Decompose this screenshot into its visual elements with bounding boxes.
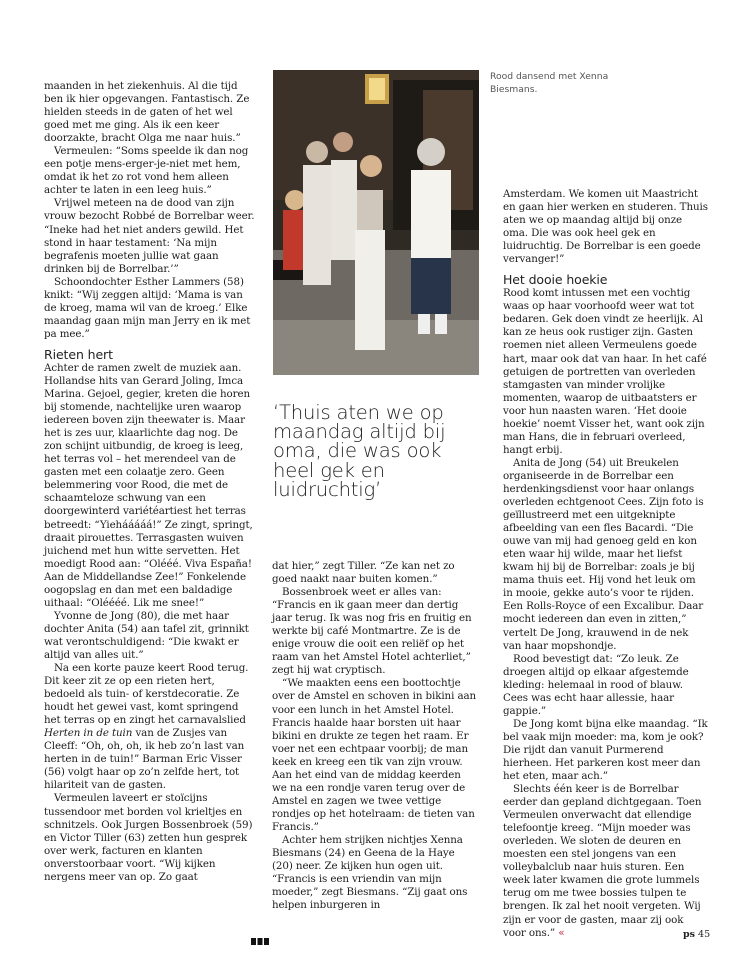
paragraph: Vermeulen laveert er stoïcijns tussendoor met borden vol krieltjes en schnitzels. Ook Jurgen Bossenbroek (59) en Victor Tiller (63) zetten hun gesprek over werk, facturen en klanten onverstoorbaar voort. “Wij kijken nergens meer van op. Zo gaat (44, 792, 253, 883)
end-mark: « (558, 926, 565, 939)
text-run: van de Zusjes van Cleeff: “Oh, oh, oh, ik heb zo’n last van herten in de tuin!” Barman Eric Visser (56) volgt haar op zo’n zelfde hert, tot hilariteit van de gasten. (44, 727, 245, 792)
paragraph: Achter hem strijken nichtjes Xenna Biesmans (24) en Geena de la Haye (20) neer. Ze kijken hun ogen uit. “Francis is een vriendin van mijn moeder,” zegt Biesmans. “Zij gaat ons helpen inburgeren in (272, 833, 468, 912)
page-number (683, 929, 710, 940)
publication-logo-icon (251, 930, 269, 949)
page-number-value: 45 (698, 929, 711, 940)
paragraph (44, 662, 256, 792)
paragraph: dat hier,” zegt Tiller. “Ze kan net zo goed naakt naar buiten komen.” (272, 560, 455, 586)
paragraph: Vermeulen: “Soms speelde ik dan nog een potje mens-erger-je-niet met hem, omdat ik het zo rot vond hem alleen achter te laten in een leeg huis.” (44, 145, 249, 197)
paragraph: Vrijwel meteen na de dood van zijn vrouw bezocht Robbé de Borrelbar weer. “Ineke had het niet anders gewild. Het stond in haar testament: ‘Na mijn begrafenis moeten jullie wat gaan drinken bij de Borrelbar.’” (44, 197, 255, 275)
section-heading: Rieten hert (44, 346, 113, 362)
paragraph: De Jong komt bijna elke maandag. “Ik bel vaak mijn moeder: ma, kom je ook? Die rijdt dan vanuit Purmerend hierheen. Het parkeren kost meer dan het eten, maar ach.” (503, 717, 708, 783)
paragraph: Rood komt intussen met een vochtig waas op haar voorhoofd weer wat tot bedaren. Gek doen vindt ze heerlijk. Al kan ze heus ook rustiger zijn. Gasten roemen niet alleen Vermeulens goede hart, maar ook dat van haar. In het café getuigen de portretten van overleden stamgasten van minder vrolijke momenten, waarop de uitbaatsters er voor hun naasten waren. ‘Het dooie hoekie’ noemt Visser het, want ook zijn man Hans, die in februari overleed, hangt erbij. (503, 287, 707, 456)
paragraph: Yvonne de Jong (80), die met haar dochter Anita (54) aan tafel zit, grinnikt wat verontschuldigend: “Die kwakt er altijd van alles uit.” (44, 609, 249, 661)
dancing-photo-illustration (273, 70, 479, 375)
paragraph: “We maakten eens een boottochtje over de Amstel en schoven in bikini aan voor een lunch in het Amstel Hotel. Francis haalde haar borsten uit haar bikini en drukte ze tegen het raam. Er voer net een echtpaar voorbij; de man keek en kreeg een tik van zijn vrouw. Aan het eind van de middag keerden we na een rondje varen terug over de Amstel en zagen we twee vettige rondjes op het hotelraam: de tieten van Francis.” (272, 677, 477, 833)
paragraph (503, 783, 711, 940)
paragraph: Bossenbroek weet er alles van: “Francis en ik gaan meer dan dertig jaar terug. Ik was nog fris en fruitig en werkte bij café Montmartre. Ze is de enige vrouw die ooit een reliëf op het raam van het Amstel Hotel achterliet,” zegt hij wat cryptisch. (272, 586, 472, 677)
paragraph: Anita de Jong (54) uit Breukelen organiseerde in de Borrelbar een herdenkingsdienst voor haar onlangs overleden echtgenoot Cees. Zijn foto is geïllustreerd met een uitgeknipte afbeelding van een fles Bacardi. “Die ouwe van mij had genoeg geld en kon eten waar hij wilde, maar het liefst kwam hij bij de Borrelbar: zoals je bij mama thuis eet. Hij vond het leuk om in mooie, gekke auto’s voor te rijden. Een Rolls-Royce of een Excalibur. Daar mocht iedereen dan even in zitten,” vertelt De Jong, krauwend in de nek van haar mopshondje. (503, 456, 704, 652)
article-column-1 (44, 80, 256, 884)
photo-caption: Rood dansend met Xenna Biesmans. (490, 71, 609, 95)
paragraph: Achter de ramen zwelt de muziek aan. Hollandse hits van Gerard Joling, Imca Marina. Gejoel, gegier, kreten die horen bij stomende, nachtelijke uren waarop iedereen boven zijn theewater is. Maar het is zes uur, klaarlichte dag nog. De zon schijnt uitbundig, de kroeg is leeg, het terras vol – het merendeel van de gasten met een colaatje zero. Geen belemmering voor Rood, die met de schaamteloze schwung van een doorgewinterd variétéartiest het terras betreedt: “Yiehááááá!” Ze zingt, springt, draait pirouettes. Terrasgasten wuiven juichend met hun witte servetten. Het moedigt Rood aan: “Olééé. Viva España! Aan de Middellandse Zee!” Fonkelende oogopslag en dan met een baldadige uithaal: “Oléééé. Lik me snee!” (44, 361, 253, 609)
paragraph: maanden in het ziekenhuis. Al die tijd ben ik hier opgevangen. Fantastisch. Ze hielden steeds in de gaten of het wel goed met me ging. Als ik een keer doorzakte, bracht Olga me naar huis.” (44, 80, 250, 145)
paragraph: Schoondochter Esther Lammers (58) knikt: “Wij zeggen altijd: ‘Mama is van de kroeg, mama wil van de kroeg.’ Elke maandag gaan mijn man Jerry en ik met pa mee.” (44, 275, 251, 340)
magazine-name: ps (683, 929, 695, 940)
paragraph: Rood bevestigt dat: “Zo leuk. Ze droegen altijd op elkaar afgestemde kleding: helemaal in rood of blauw. Cees was echt haar allessie, haar gappie.” (503, 652, 689, 717)
text-run: Slechts één keer is de Borrelbar eerder dan gepland dichtgegaan. Toen Vermeulen onverwacht dat ellendige telefoontje kreeg. “Mijn moeder was overleden. We sloten de deuren en moesten een stel jongens van een volleybalclub naar huis sturen. Een week later kwamen die grote lummels terug om me twee bossies tulpen te brengen. Ik zal het nooit vergeten. Wij zijn er voor de gasten, maar zij ook voor ons.” (503, 783, 702, 939)
text-run: Na een korte pauze keert Rood terug. Dit keer zit ze op een rieten hert, bedoeld als tuin- of kerstdecoratie. Ze houdt het gewei vast, komt springend het terras op en zingt het carnavalslied (44, 662, 249, 727)
section-heading: Het dooie hoekie (503, 272, 608, 288)
article-column-3 (503, 188, 711, 940)
article-photo (273, 70, 479, 375)
song-title: Herten in de tuin (44, 727, 133, 740)
paragraph: Amsterdam. We komen uit Maastricht en gaan hier werken en studeren. Thuis aten we op maandag altijd bij onze oma. Die was ook heel gek en luidruchtig. De Borrelbar is een goede vervanger!” (503, 188, 708, 266)
pull-quote: ‘Thuis aten we op maandag altijd bij oma, die was ook heel gek en luidruchtig’ (273, 401, 446, 501)
article-column-2 (272, 560, 477, 912)
